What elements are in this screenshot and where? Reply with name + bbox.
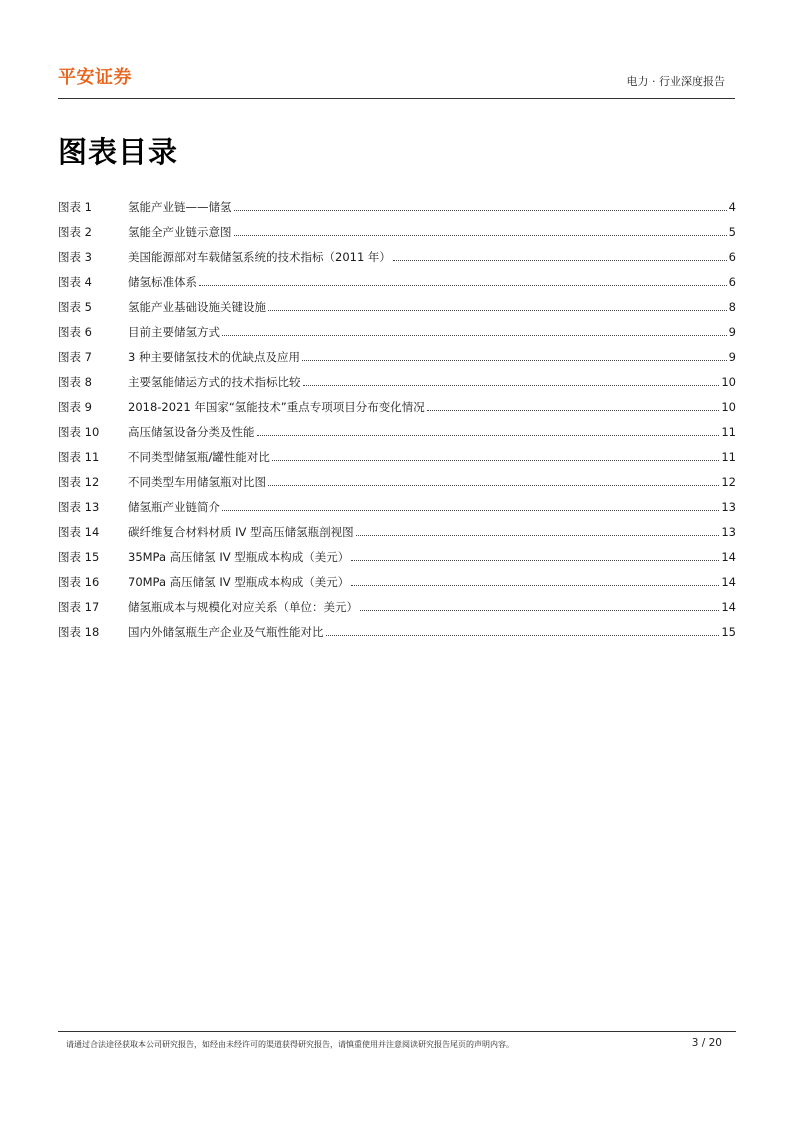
- toc-entry-page[interactable]: 11: [721, 450, 736, 464]
- page-footer: [58, 1031, 736, 1049]
- toc-entry[interactable]: [58, 564, 736, 589]
- toc-entry[interactable]: [58, 264, 736, 289]
- toc-entry-title[interactable]: 碳纤维复合材料材质 IV 型高压储氢瓶剖视图: [128, 525, 354, 539]
- figure-table-of-contents: [58, 189, 736, 639]
- toc-dot-leader: [268, 310, 727, 311]
- toc-dot-leader: [222, 335, 727, 336]
- toc-entry-page[interactable]: 10: [721, 400, 736, 414]
- toc-entry-title[interactable]: 储氢瓶产业链简介: [128, 500, 220, 514]
- toc-entry-label: 图表 3: [58, 250, 92, 264]
- toc-entry-title[interactable]: 美国能源部对车载储氢系统的技术指标（2011 年）: [128, 250, 391, 264]
- toc-dot-leader: [360, 610, 719, 611]
- toc-entry-label: 图表 12: [58, 475, 100, 489]
- toc-entry[interactable]: [58, 539, 736, 564]
- toc-dot-leader: [351, 585, 719, 586]
- toc-entry-title[interactable]: 氢能产业链——储氢: [128, 200, 232, 214]
- footer-disclaimer: 请通过合法途径获取本公司研究报告，如经由未经许可的渠道获得研究报告，请慎重使用并注意阅读研究报告尾页的声明内容。: [66, 1040, 514, 1049]
- brand-logo: 平安证券: [58, 67, 132, 88]
- toc-entry-title[interactable]: 国内外储氢瓶生产企业及气瓶性能对比: [128, 625, 324, 639]
- report-type-label: 电力 · 行业深度报告: [626, 75, 725, 88]
- toc-dot-leader: [303, 385, 720, 386]
- toc-entry-page[interactable]: 14: [721, 600, 736, 614]
- toc-entry-page[interactable]: 5: [728, 225, 736, 239]
- toc-entry-label: 图表 11: [58, 450, 100, 464]
- toc-entry-title[interactable]: 储氢标准体系: [128, 275, 197, 289]
- toc-entry-page[interactable]: 15: [721, 625, 736, 639]
- toc-entry[interactable]: [58, 364, 736, 389]
- toc-entry[interactable]: [58, 389, 736, 414]
- toc-entry-title[interactable]: 氢能全产业链示意图: [128, 225, 232, 239]
- toc-dot-leader: [257, 435, 720, 436]
- toc-dot-leader: [222, 510, 719, 511]
- toc-entry-label: 图表 15: [58, 550, 100, 564]
- toc-entry[interactable]: [58, 339, 736, 364]
- toc-dot-leader: [393, 260, 727, 261]
- toc-entry-page[interactable]: 10: [721, 375, 736, 389]
- toc-entry-title[interactable]: 高压储氢设备分类及性能: [128, 425, 255, 439]
- page-number: 3 / 20: [691, 1037, 722, 1049]
- toc-entry[interactable]: [58, 239, 736, 264]
- toc-entry-title[interactable]: 70MPa 高压储氢 IV 型瓶成本构成（美元）: [128, 575, 350, 589]
- toc-dot-leader: [326, 635, 720, 636]
- toc-entry[interactable]: [58, 514, 736, 539]
- toc-entry-page[interactable]: 13: [721, 525, 736, 539]
- toc-entry-label: 图表 5: [58, 300, 92, 314]
- toc-entry-label: 图表 9: [58, 400, 92, 414]
- toc-entry-label: 图表 14: [58, 525, 100, 539]
- toc-dot-leader: [356, 535, 720, 536]
- toc-entry-label: 图表 8: [58, 375, 92, 389]
- toc-entry-title[interactable]: 储氢瓶成本与规模化对应关系（单位：美元）: [128, 600, 358, 614]
- toc-entry-page[interactable]: 6: [728, 275, 736, 289]
- toc-dot-leader: [268, 485, 719, 486]
- toc-entry-label: 图表 2: [58, 225, 92, 239]
- toc-entry-label: 图表 10: [58, 425, 100, 439]
- toc-entry-title[interactable]: 2018-2021 年国家“氢能技术”重点专项项目分布变化情况: [128, 400, 425, 414]
- toc-entry-title[interactable]: 3 种主要储氢技术的优缺点及应用: [128, 350, 300, 364]
- toc-entry[interactable]: [58, 439, 736, 464]
- toc-entry[interactable]: [58, 189, 736, 214]
- toc-entry-page[interactable]: 14: [721, 575, 736, 589]
- toc-entry-page[interactable]: 12: [721, 475, 736, 489]
- toc-entry[interactable]: [58, 589, 736, 614]
- toc-entry-page[interactable]: 6: [728, 250, 736, 264]
- toc-entry-page[interactable]: 13: [721, 500, 736, 514]
- toc-entry-label: 图表 13: [58, 500, 100, 514]
- toc-entry[interactable]: [58, 289, 736, 314]
- toc-entry[interactable]: [58, 414, 736, 439]
- toc-entry-title[interactable]: 不同类型储氢瓶/罐性能对比: [128, 450, 270, 464]
- toc-entry-page[interactable]: 4: [728, 200, 736, 214]
- page-header: [58, 62, 735, 99]
- toc-entry-label: 图表 7: [58, 350, 92, 364]
- toc-dot-leader: [427, 410, 720, 411]
- toc-entry-page[interactable]: 9: [728, 350, 736, 364]
- toc-entry-label: 图表 6: [58, 325, 92, 339]
- toc-dot-leader: [351, 560, 719, 561]
- toc-entry-page[interactable]: 9: [728, 325, 736, 339]
- toc-entry-page[interactable]: 14: [721, 550, 736, 564]
- toc-entry[interactable]: [58, 314, 736, 339]
- toc-dot-leader: [234, 235, 727, 236]
- toc-entry-label: 图表 1: [58, 200, 92, 214]
- toc-entry-page[interactable]: 11: [721, 425, 736, 439]
- toc-entry-label: 图表 18: [58, 625, 100, 639]
- toc-dot-leader: [234, 210, 727, 211]
- toc-entry-title[interactable]: 主要氢能储运方式的技术指标比较: [128, 375, 301, 389]
- toc-dot-leader: [272, 460, 719, 461]
- toc-entry[interactable]: [58, 214, 736, 239]
- toc-entry[interactable]: [58, 489, 736, 514]
- toc-entry[interactable]: [58, 464, 736, 489]
- page-title: 图表目录: [58, 135, 179, 169]
- toc-entry-label: 图表 16: [58, 575, 100, 589]
- toc-entry-title[interactable]: 35MPa 高压储氢 IV 型瓶成本构成（美元）: [128, 550, 350, 564]
- toc-entry-label: 图表 17: [58, 600, 100, 614]
- toc-entry-title[interactable]: 氢能产业基础设施关键设施: [128, 300, 266, 314]
- toc-dot-leader: [199, 285, 727, 286]
- toc-entry-label: 图表 4: [58, 275, 92, 289]
- toc-entry[interactable]: [58, 614, 736, 639]
- toc-entry-title[interactable]: 目前主要储氢方式: [128, 325, 220, 339]
- toc-entry-page[interactable]: 8: [728, 300, 736, 314]
- toc-entry-title[interactable]: 不同类型车用储氢瓶对比图: [128, 475, 266, 489]
- toc-dot-leader: [302, 360, 727, 361]
